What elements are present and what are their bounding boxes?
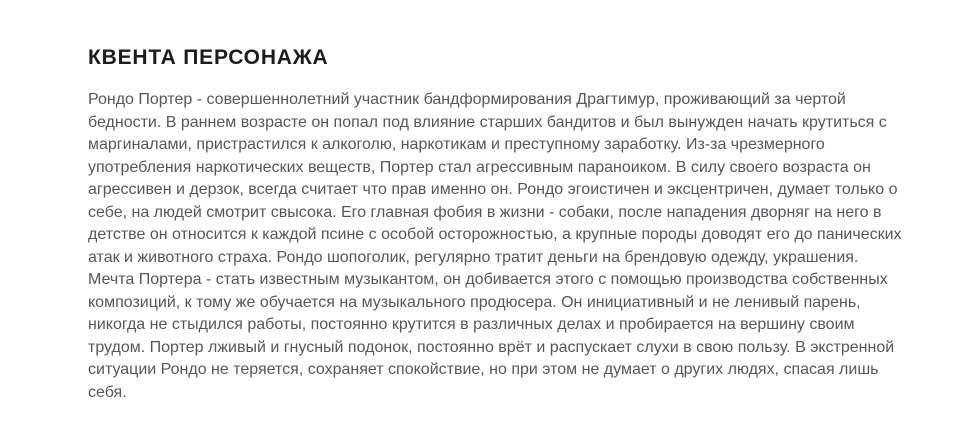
character-description-paragraph: Рондо Портер - совершеннолетний участник бандформирования Драгтимур, проживающий за чертой бедности. В раннем возрасте он попал под влияние старших бандитов и был вынужден начать крутиться с маргиналами, пристрастился к алкоголю, наркотикам и преступному заработку. Из-за чрезмерного употребления наркотических веществ, Портер стал агрессивным параноиком. В силу своего возраста он агрессивен и дерзок, всегда считает что прав именно он. Рондо эгоистичен и эксцентричен, думает только о себе, на людей смотрит свысока. Его главная фобия в жизни - собаки, после нападения дворняг на него в детстве он относится к каждой псине с особой осторожностью, а крупные породы доводят его до панических атак и животного страха. Рондо шопоголик, регулярно тратит деньги на брендовую одежду, украшения. Мечта Портера - стать известным музыкантом, он добивается этого с помощью производства собственных композиций, к тому же обучается на музыкального продюсера. Он инициативный и не ленивый парень, никогда не стыдился работы, постоянно крутится в различных делах и пробирается на вершину своим трудом. Портер лживый и гнусный подонок, постоянно врёт и распускает слухи в свою пользу. В экстренной ситуации Рондо не теряется, сохраняет спокойствие, но при этом не думает о других людях, спасая лишь себя. (88, 91, 902, 401)
page-title: КВЕНТА ПЕРСОНАЖА (88, 46, 329, 69)
